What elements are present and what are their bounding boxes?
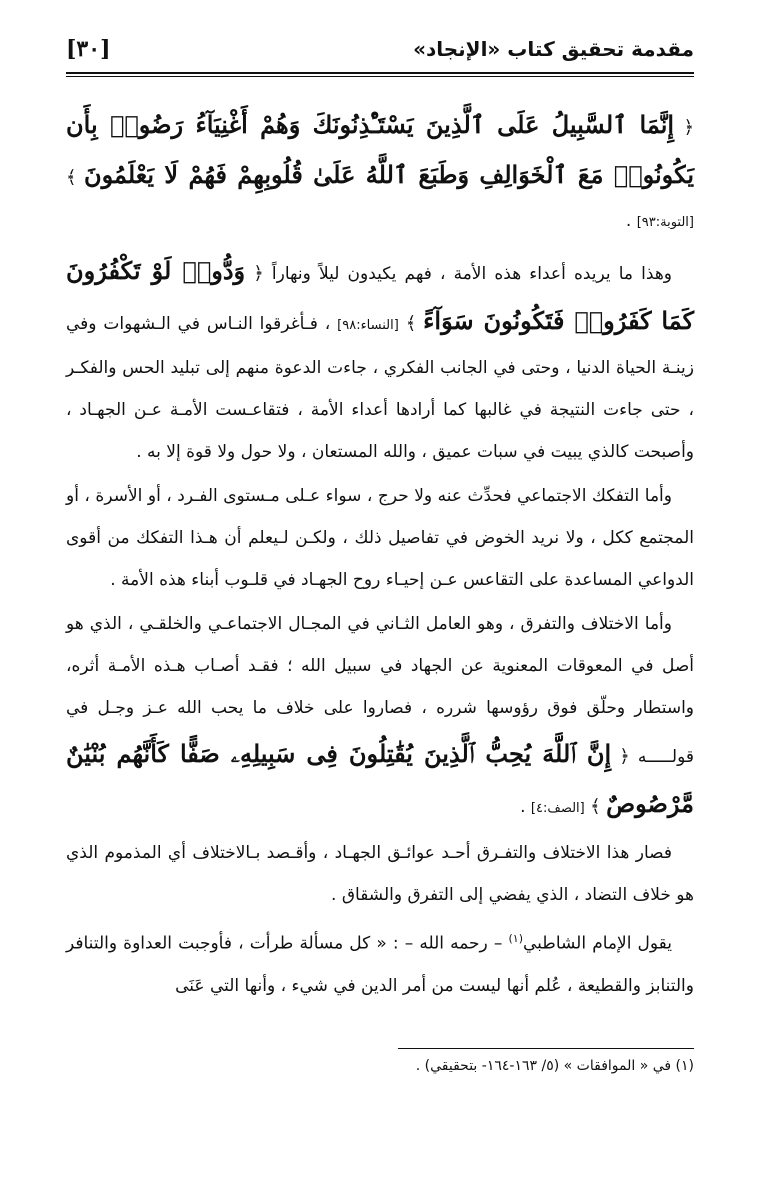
footnote: (١) في « الموافقات » (٥/ ١٦٣-١٦٤- بتحقيقي) . <box>415 1058 694 1074</box>
footnote-rule <box>398 1048 694 1049</box>
quran-open-bracket: ﴿ <box>619 746 630 767</box>
paragraph-verse-tawbah <box>66 100 694 244</box>
paragraph-social-disintegration <box>66 475 694 601</box>
quran-close-bracket: ﴾ <box>66 167 77 188</box>
paragraph-text: فصار هذا الاختلاف والتفـرق أحـد عوائـق الجهـاد ، وأقـصد بـالاختلاف أي المذموم الذي هو خلاف التضاد ، الذي يفضي إلى التفرق والشقاق . <box>66 843 694 905</box>
running-title: مقدمة تحقيق كتاب «الإنجاد» <box>413 37 694 61</box>
paragraph-text: وهذا ما يريده أعداء هذه الأمة ، فهم يكيدون ليلاً ونهاراً <box>263 264 672 284</box>
paragraph-enemies <box>66 246 694 473</box>
paragraph-disagreement <box>66 603 694 830</box>
verse-reference: [التوبة:٩٣] <box>636 215 694 230</box>
quran-open-bracket: ﴿ <box>683 117 694 138</box>
body-text <box>66 100 694 1009</box>
page-header <box>66 30 694 68</box>
quran-close-bracket: ﴾ <box>405 313 417 334</box>
quran-close-bracket: ﴾ <box>590 796 601 817</box>
paragraph-obstacles <box>66 832 694 916</box>
verse-reference: [الصف:٤] <box>530 801 585 816</box>
quran-verse: وَدُّوا۟ لَوْ تَكْفُرُونَ كَمَا كَفَرُوا۟ فَتَكُونُونَ سَوَآءً <box>66 256 694 335</box>
verse-reference: [النساء:٩٨] <box>337 318 399 333</box>
paragraph-text: . <box>625 211 637 231</box>
page-number: [٣٠] <box>66 36 111 62</box>
quran-open-bracket: ﴿ <box>253 263 264 284</box>
paragraph-text: – رحمه الله – : « كل مسألة طرأت ، فأوجبت العداوة والتنافر والتنابز والقطيعة ، عُلم أنها ليست من أمر الدين في شيء ، وأنها التي عَنَى <box>66 933 694 996</box>
paragraph-text: وأما التفكك الاجتماعي فحدِّث عنه ولا حرج ، سواء عـلى مـستوى الفـرد ، أو الأسرة ، أو المجتمع ككل ، ولا نريد الخوض في تفاصيل ذلك ، ولكـن لـيعلم أن هـذا التفكك من أقوى الدواعي المساعدة على التقاعس عـن إحيـاء روح الجهـاد في قلـوب أبناء هذه الأمة . <box>66 486 694 590</box>
quran-verse: إِنَّ ٱللَّهَ يُحِبُّ ٱلَّذِينَ يُقَٰتِلُونَ فِى سَبِيلِهِۦ صَفًّا كَأَنَّهُم بُنْيَٰنٌ مَّرْصُوصٌ <box>66 739 694 818</box>
paragraph-text: ، فـأغرقوا النـاس في الـشهوات وفي زينـة الحياة الدنيا ، وحتى في الجانب الفكري ، جاءت الدعوة منهم إلى تبليد الحس والفكـر ، حتى جاءت النتيجة في غالبها كما أرادها أعداء الأمة ، فتقاعـست الأمـة عـن الجهـاد ، وأصبحت كالذي يبيت في سبات عميق ، والله المستعان ، ولا حول ولا قوة إلا به . <box>66 314 694 462</box>
footnote-marker[interactable]: (١) <box>508 932 523 945</box>
paragraph-text: يقول الإمام الشاطبي <box>523 933 672 954</box>
quran-verse: إِنَّمَا ٱلسَّبِيلُ عَلَى ٱلَّذِينَ يَسْتَـْٔذِنُونَكَ وَهُمْ أَغْنِيَآءُ رَضُوا۟ بِأَن يَكُونُوا۟ مَعَ ٱلْخَوَالِفِ وَطَبَعَ ٱللَّهُ عَلَىٰ قُلُوبِهِمْ فَهُمْ لَا يَعْلَمُونَ <box>66 110 695 189</box>
paragraph-text: . <box>520 797 531 817</box>
paragraph-shatibi-quote <box>66 918 694 1007</box>
paragraph-text: وأما الاختلاف والتفرق ، وهو العامل الثـاني في المجـال الاجتماعـي والخلقـي ، الذي هو أصل في المعوقات المعنوية عن الجهاد في سبيل الله ؛ فقـد أصـاب هـذه الأمـة أثره، واستطار وحلّق فوق رؤوسها شرره ، فصاروا على خلاف ما يحب الله عـز وجـل في قولـــــه <box>66 614 694 767</box>
header-rule <box>66 72 694 77</box>
